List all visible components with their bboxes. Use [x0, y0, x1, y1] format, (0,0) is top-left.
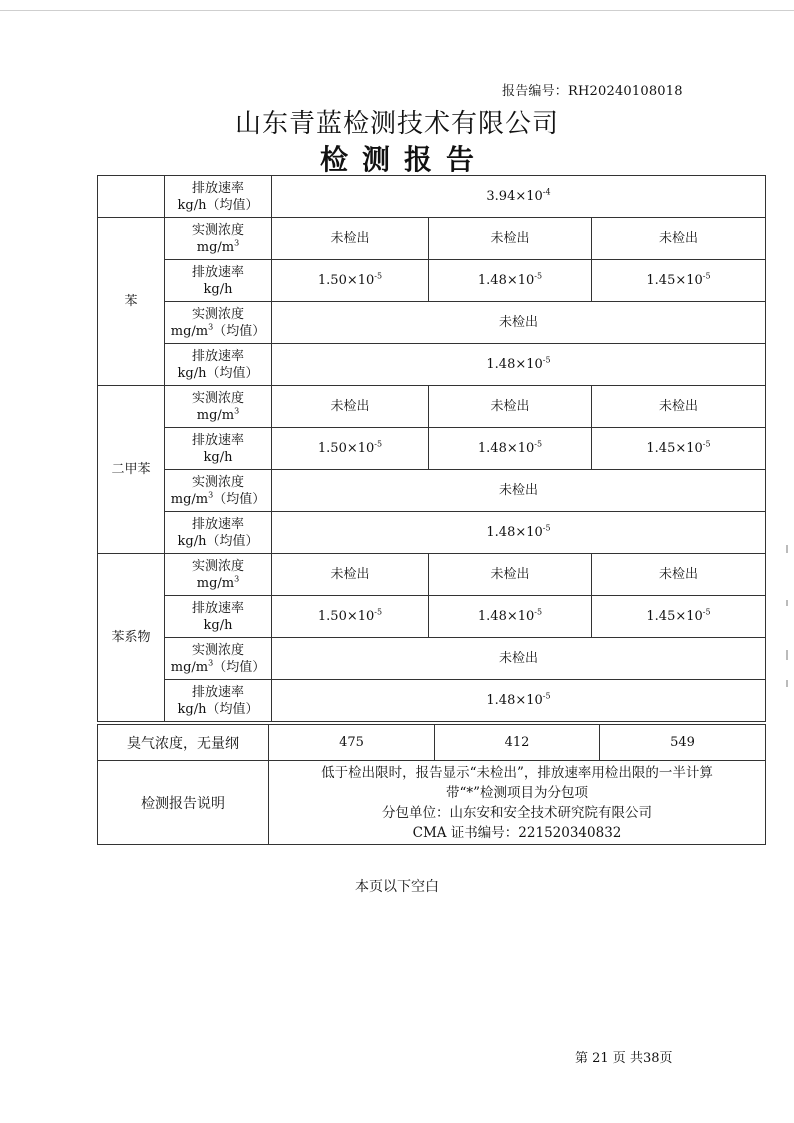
summary-table [97, 724, 766, 845]
note-line: CMA 证书编号：221520340832 [412, 824, 622, 841]
item-cell [98, 176, 165, 218]
value-cell: $1.48\times 10^{-5}$ [429, 260, 592, 302]
scan-edge-mark [786, 600, 788, 606]
table-row [98, 428, 766, 470]
odor-value: 549 [600, 725, 766, 761]
param-cell: 实测浓度 $mg/m^3$（均值） [165, 470, 272, 512]
scan-top-line [0, 10, 794, 11]
value-cell: $1.48\times 10^{-5}$ [272, 344, 766, 386]
group-label: 苯 [98, 218, 165, 386]
value-cell: $1.50\times 10^{-5}$ [272, 260, 429, 302]
value-cell: 未检出 [272, 302, 766, 344]
value-cell: $1.50\times 10^{-5}$ [272, 428, 429, 470]
table-row [98, 218, 766, 260]
table-row [98, 176, 766, 218]
scan-edge-mark [786, 680, 788, 687]
table-row [98, 554, 766, 596]
table-row [98, 512, 766, 554]
table-row [98, 680, 766, 722]
param-cell: 实测浓度 $mg/m^3$ [165, 554, 272, 596]
scan-edge-mark [786, 650, 788, 660]
param-cell: 排放速率 kg/h（均值） [165, 512, 272, 554]
table-row [98, 260, 766, 302]
param-cell: 实测浓度 $mg/m^3$（均值） [165, 302, 272, 344]
param-cell: 排放速率 kg/h [165, 596, 272, 638]
table-row [98, 302, 766, 344]
page-number: 第 21 页 共38页 [575, 1051, 673, 1066]
value-cell: $1.45\times 10^{-5}$ [592, 596, 766, 638]
table-row [98, 761, 766, 845]
param-cell: 排放速率 kg/h [165, 260, 272, 302]
company-name: 山东青蓝检测技术有限公司 [234, 109, 559, 139]
value-cell: $1.48\times 10^{-5}$ [272, 512, 766, 554]
document-title: 检测报告 [319, 143, 488, 176]
scan-edge-mark [786, 545, 788, 553]
value-cell: $1.48\times 10^{-5}$ [272, 680, 766, 722]
param-cell: 排放速率 kg/h [165, 428, 272, 470]
value-cell: 未检出 [272, 554, 429, 596]
value-cell: 未检出 [272, 218, 429, 260]
odor-label: 臭气浓度，无量纲 [98, 725, 269, 761]
value-cell: 未检出 [272, 470, 766, 512]
param-cell: 排放速率 kg/h（均值） [165, 680, 272, 722]
value-cell: 未检出 [592, 218, 766, 260]
table-row [98, 470, 766, 512]
value-cell: $1.48\times 10^{-5}$ [429, 428, 592, 470]
value-cell: 未检出 [272, 638, 766, 680]
table-row [98, 725, 766, 761]
blank-below-note: 本页以下空白 [355, 879, 439, 895]
value-cell: 未检出 [272, 386, 429, 428]
table-row [98, 386, 766, 428]
notes-label: 检测报告说明 [98, 761, 269, 845]
value-cell: $1.50\times 10^{-5}$ [272, 596, 429, 638]
table-row [98, 344, 766, 386]
value-cell: 未检出 [429, 218, 592, 260]
value-cell: 未检出 [429, 386, 592, 428]
report-number: 报告编号：RH20240108018 [502, 84, 683, 99]
param-cell: 实测浓度 $mg/m^3$ [165, 386, 272, 428]
group-label: 苯系物 [98, 554, 165, 722]
table-row [98, 638, 766, 680]
value-cell: $3.94\times 10^{-4}$ [272, 176, 766, 218]
table-row [98, 596, 766, 638]
value-cell: $1.48\times 10^{-5}$ [429, 596, 592, 638]
odor-value: 475 [269, 725, 435, 761]
value-cell: $1.45\times 10^{-5}$ [592, 428, 766, 470]
note-line: 带“*”检测项目为分包项 [445, 784, 589, 801]
group-label: 二甲苯 [98, 386, 165, 554]
param-cell: 实测浓度 $mg/m^3$（均值） [165, 638, 272, 680]
value-cell: 未检出 [429, 554, 592, 596]
notes-cell [269, 761, 766, 845]
param-cell: 排放速率 kg/h（均值） [165, 344, 272, 386]
note-line: 低于检出限时，报告显示“未检出”，排放速率用检出限的一半计算 [321, 764, 713, 781]
odor-value: 412 [435, 725, 600, 761]
value-cell: 未检出 [592, 554, 766, 596]
results-table [97, 175, 766, 722]
value-cell: $1.45\times 10^{-5}$ [592, 260, 766, 302]
param-cell: 排放速率 kg/h（均值） [165, 176, 272, 218]
param-cell: 实测浓度 $mg/m^3$ [165, 218, 272, 260]
value-cell: 未检出 [592, 386, 766, 428]
note-line: 分包单位：山东安和安全技术研究院有限公司 [382, 804, 652, 821]
